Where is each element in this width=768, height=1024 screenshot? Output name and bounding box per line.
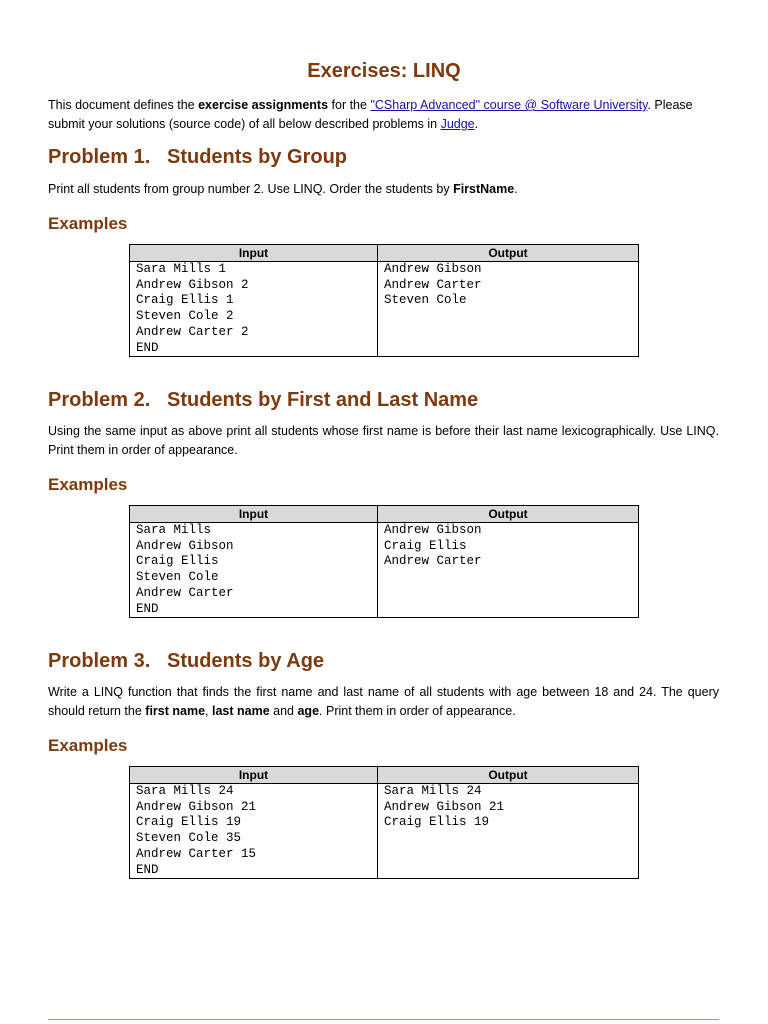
problem-3-desc-text-1: Write a LINQ function that finds the first name and last name of all students with age between 18 and 24. The query should return the	[48, 685, 719, 718]
input-line: Andrew Carter	[136, 585, 234, 600]
output-line: Sara Mills 24	[384, 784, 482, 798]
problem-1-desc-text-2: .	[514, 182, 518, 196]
input-line: Andrew Gibson 2	[136, 277, 249, 292]
intro-text-2: for the	[328, 98, 371, 112]
output-line: Craig Ellis	[384, 538, 467, 553]
problem-1-examples-heading: Examples	[48, 214, 128, 233]
problem-1-desc-text-1: Print all students from group number 2. Use LINQ. Order the students by	[48, 182, 454, 196]
intro-bold-assignments: exercise assignments	[198, 98, 329, 112]
input-line: Craig Ellis	[136, 554, 219, 569]
problem-1-examples-table	[129, 244, 639, 357]
intro-paragraph	[48, 96, 720, 134]
input-line: Steven Cole 2	[136, 309, 234, 324]
problem-2-description	[48, 422, 719, 460]
problem-3-desc-bold-3: age	[297, 704, 320, 718]
problem-2-title: Students by First and Last Name	[167, 389, 479, 411]
problem-1-description	[48, 180, 719, 199]
input-line: Andrew Carter 2	[136, 324, 249, 339]
output-cell	[378, 262, 639, 357]
problem-2-examples-heading: Examples	[48, 475, 128, 494]
input-line: END	[136, 601, 159, 616]
problem-3-desc-text-3: and	[269, 704, 298, 718]
input-line: Sara Mills 1	[136, 262, 227, 276]
input-line: END	[136, 340, 159, 355]
output-cell	[378, 784, 639, 879]
input-line: Steven Cole 35	[136, 831, 242, 846]
problem-3-examples-table	[129, 766, 639, 879]
output-column-header: Output	[378, 506, 639, 523]
input-cell	[130, 523, 378, 618]
problem-1-title: Students by Group	[167, 146, 347, 168]
input-line: Sara Mills	[136, 523, 212, 537]
document-title: Exercises: LINQ	[307, 60, 461, 82]
input-line: Craig Ellis 19	[136, 815, 242, 830]
problem-3-desc-text-2: ,	[205, 704, 212, 718]
problem-3-description	[48, 683, 719, 721]
input-column-header: Input	[130, 767, 378, 784]
input-line: Andrew Carter 15	[136, 846, 257, 861]
output-line: Andrew Carter	[384, 277, 482, 292]
judge-link[interactable]: Judge	[440, 117, 475, 131]
problem-3-desc-bold-1: first name	[145, 704, 206, 718]
intro-text-3: . Please submit your solutions (source code) of all below described problems in	[48, 98, 693, 131]
output-column-header: Output	[378, 245, 639, 262]
input-line: Andrew Gibson	[136, 538, 234, 553]
problem-1-heading	[48, 146, 347, 169]
footer-divider	[48, 1019, 719, 1020]
intro-text-1: This document defines the	[48, 98, 199, 112]
intro-text-4: .	[474, 117, 479, 131]
problem-3-desc-bold-2: last name	[212, 704, 270, 718]
problem-3-title: Students by Age	[167, 650, 325, 672]
problem-1-desc-bold-1: FirstName	[453, 182, 515, 196]
input-cell	[130, 262, 378, 357]
output-line: Steven Cole	[384, 293, 467, 308]
problem-3-desc-text-4: . Print them in order of appearance.	[319, 704, 516, 718]
problem-2-desc-text-1: Using the same input as above print all students whose first name is before their last name lexicographically. Use LINQ. Print them in order of appearance.	[48, 424, 719, 457]
problem-3-number: Problem 3.	[48, 650, 151, 672]
input-column-header: Input	[130, 506, 378, 523]
output-line: Andrew Gibson	[384, 523, 482, 537]
course-link[interactable]: "CSharp Advanced" course @ Software University	[370, 98, 648, 112]
problem-2-examples-table	[129, 505, 639, 618]
output-line: Craig Ellis 19	[384, 815, 490, 830]
problem-3-examples-heading: Examples	[48, 736, 128, 755]
problem-2-heading	[48, 389, 478, 412]
output-cell	[378, 523, 639, 618]
output-line: Andrew Carter	[384, 554, 482, 569]
output-column-header: Output	[378, 767, 639, 784]
input-line: Sara Mills 24	[136, 784, 234, 798]
input-column-header: Input	[130, 245, 378, 262]
input-line: Steven Cole	[136, 570, 219, 585]
output-line: Andrew Gibson 21	[384, 799, 505, 814]
input-cell	[130, 784, 378, 879]
input-line: Andrew Gibson 21	[136, 799, 257, 814]
problem-1-number: Problem 1.	[48, 146, 151, 168]
problem-3-heading	[48, 650, 324, 673]
input-line: Craig Ellis 1	[136, 293, 234, 308]
problem-2-number: Problem 2.	[48, 389, 151, 411]
output-line: Andrew Gibson	[384, 262, 482, 276]
input-line: END	[136, 862, 159, 877]
